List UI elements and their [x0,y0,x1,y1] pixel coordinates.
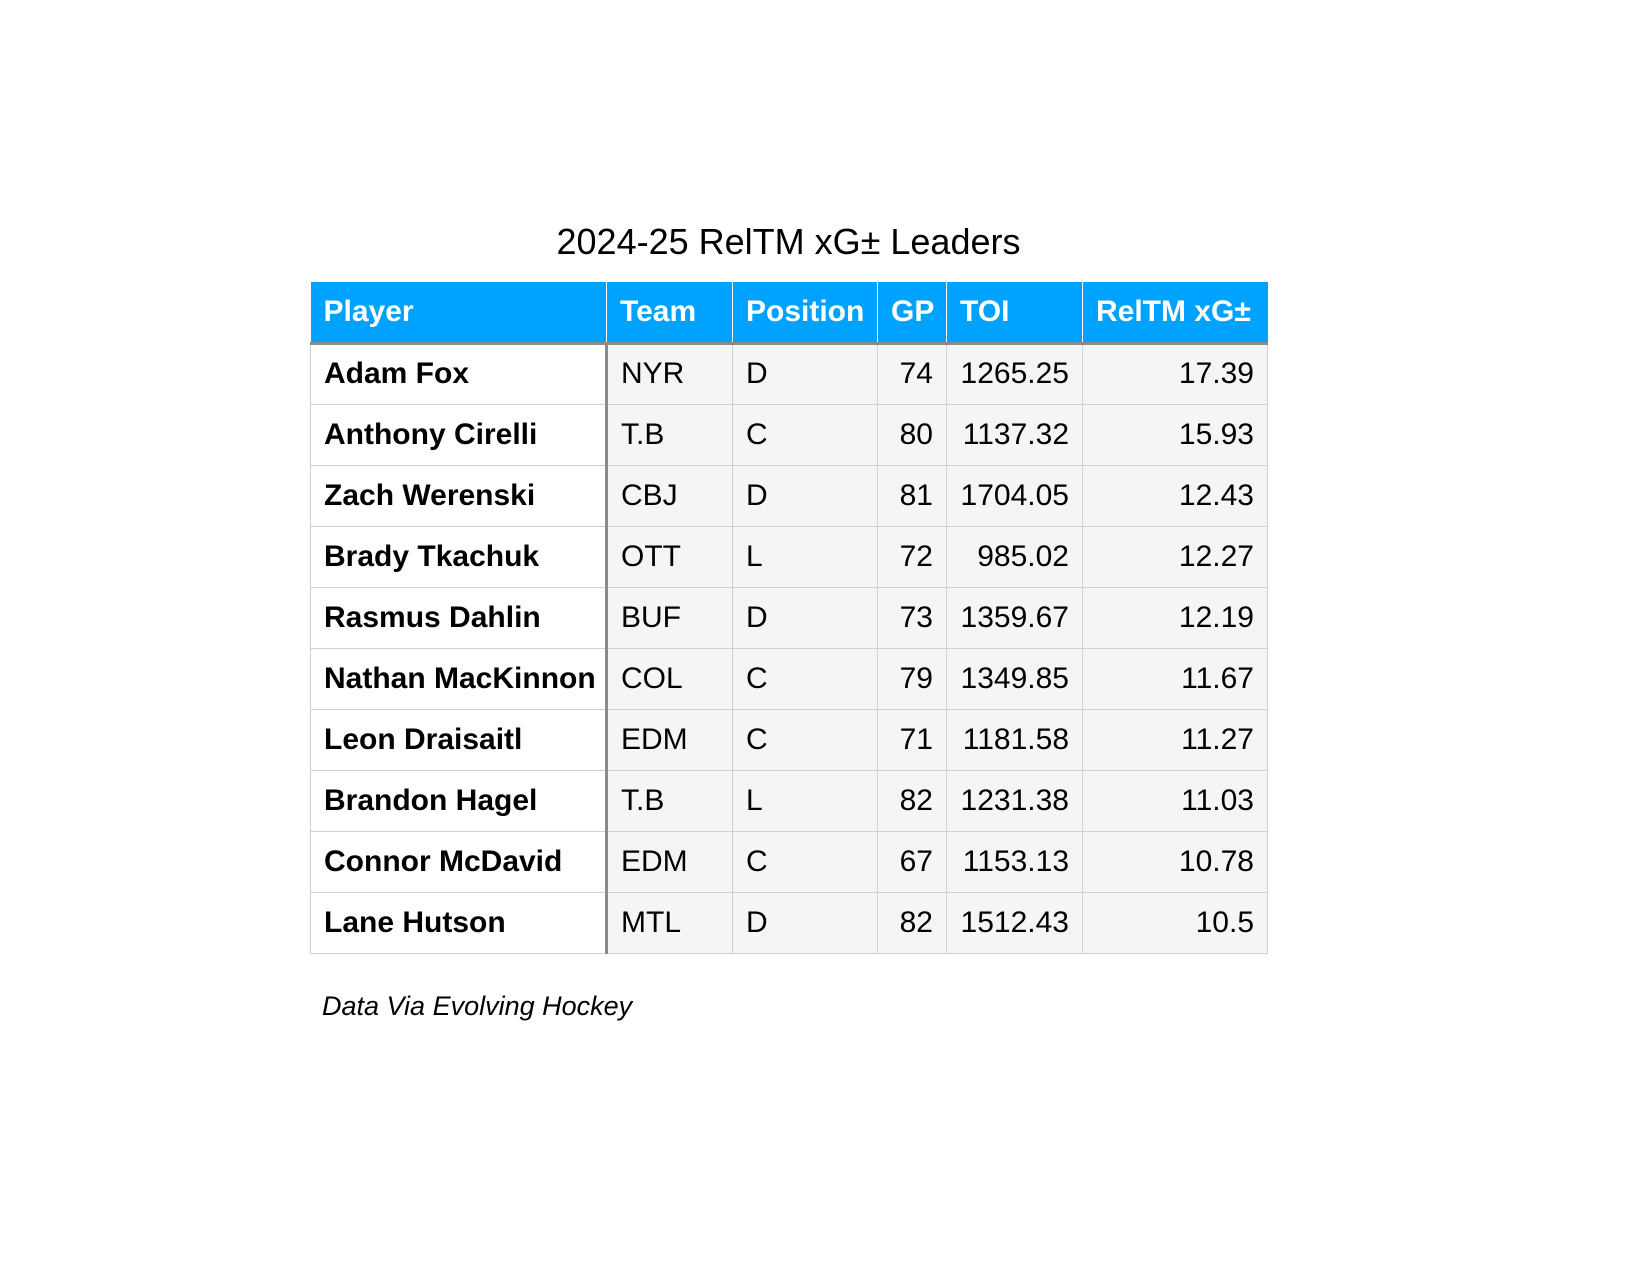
toi-cell: 1231.38 [947,770,1083,831]
player-cell: Lane Hutson [311,892,607,953]
player-cell: Anthony Cirelli [311,404,607,465]
position-cell: D [733,587,878,648]
toi-cell: 1181.58 [947,709,1083,770]
player-cell: Adam Fox [311,343,607,404]
team-cell: T.B [607,770,733,831]
column-header-player: Player [311,282,607,343]
table-title: 2024-25 RelTM xG± Leaders [556,221,1021,262]
player-cell: Leon Draisaitl [311,709,607,770]
player-cell: Connor McDavid [311,831,607,892]
gp-cell: 73 [878,587,947,648]
reltm-xg-cell: 12.27 [1083,526,1268,587]
position-cell: D [733,892,878,953]
position-cell: D [733,343,878,404]
position-cell: L [733,526,878,587]
column-header-reltm-xg: RelTM xG± [1083,282,1268,343]
team-cell: OTT [607,526,733,587]
reltm-xg-cell: 10.78 [1083,831,1268,892]
table-row [311,648,1268,709]
toi-cell: 985.02 [947,526,1083,587]
gp-cell: 67 [878,831,947,892]
toi-cell: 1153.13 [947,831,1083,892]
position-cell: C [733,648,878,709]
table-row [311,343,1268,404]
gp-cell: 72 [878,526,947,587]
reltm-xg-cell: 10.5 [1083,892,1268,953]
toi-cell: 1137.32 [947,404,1083,465]
player-cell: Nathan MacKinnon [311,648,607,709]
column-header-team: Team [607,282,733,343]
position-cell: D [733,465,878,526]
column-header-position: Position [733,282,878,343]
toi-cell: 1512.43 [947,892,1083,953]
reltm-xg-cell: 15.93 [1083,404,1268,465]
player-cell: Rasmus Dahlin [311,587,607,648]
gp-cell: 81 [878,465,947,526]
gp-cell: 82 [878,892,947,953]
player-cell: Brady Tkachuk [311,526,607,587]
toi-cell: 1704.05 [947,465,1083,526]
table-row [311,709,1268,770]
column-header-toi: TOI [947,282,1083,343]
player-cell: Brandon Hagel [311,770,607,831]
toi-cell: 1349.85 [947,648,1083,709]
table-row [311,404,1268,465]
position-cell: C [733,709,878,770]
team-cell: NYR [607,343,733,404]
gp-cell: 79 [878,648,947,709]
table-row [311,892,1268,953]
team-cell: BUF [607,587,733,648]
gp-cell: 74 [878,343,947,404]
table-row [311,465,1268,526]
table-row [311,770,1268,831]
position-cell: C [733,831,878,892]
team-cell: T.B [607,404,733,465]
gp-cell: 71 [878,709,947,770]
reltm-xg-cell: 11.67 [1083,648,1268,709]
position-cell: L [733,770,878,831]
table-row [311,587,1268,648]
team-cell: MTL [607,892,733,953]
reltm-xg-cell: 12.43 [1083,465,1268,526]
reltm-xg-cell: 12.19 [1083,587,1268,648]
reltm-xg-cell: 11.27 [1083,709,1268,770]
team-cell: EDM [607,831,733,892]
header-row [311,282,1268,343]
team-cell: COL [607,648,733,709]
toi-cell: 1359.67 [947,587,1083,648]
column-header-gp: GP [878,282,947,343]
team-cell: EDM [607,709,733,770]
team-cell: CBJ [607,465,733,526]
reltm-xg-cell: 11.03 [1083,770,1268,831]
player-cell: Zach Werenski [311,465,607,526]
gp-cell: 82 [878,770,947,831]
table-row [311,831,1268,892]
reltm-xg-cell: 17.39 [1083,343,1268,404]
leaders-table [310,282,1268,954]
table-body [311,343,1268,953]
source-note: Data Via Evolving Hockey [322,991,633,1021]
gp-cell: 80 [878,404,947,465]
table-row [311,526,1268,587]
toi-cell: 1265.25 [947,343,1083,404]
position-cell: C [733,404,878,465]
